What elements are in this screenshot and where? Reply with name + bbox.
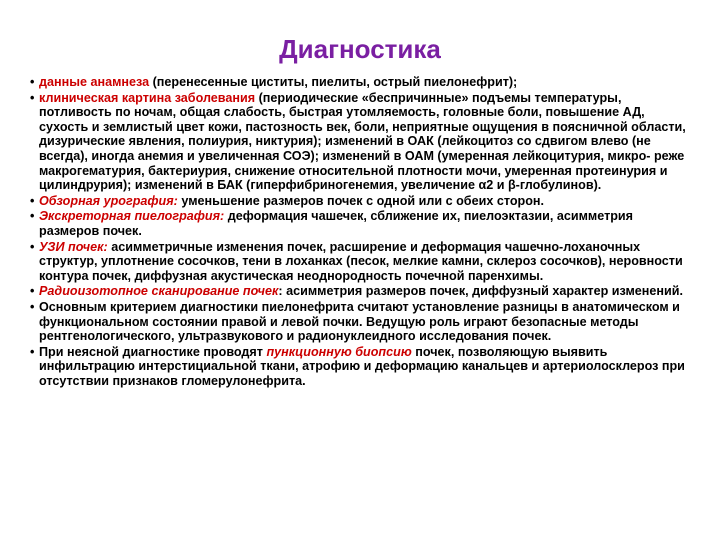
item-lead: данные анамнеза	[39, 75, 150, 89]
item-lead: Обзорная урография:	[39, 193, 178, 208]
bullet-icon: •	[30, 193, 35, 208]
bullet-icon: •	[30, 239, 35, 254]
list-item	[30, 344, 694, 389]
item-text: Основным критерием диагностики пиелонефрита считают установление разницы в анатомическом и функциональном состоянии правой и левой почки. Ведущую роль играют безопасные методы рентгенологического, ультразвукового и радионуклеидного исследования почек.	[39, 299, 680, 344]
list-item	[30, 193, 694, 209]
bullet-icon: •	[30, 90, 35, 105]
list-item	[30, 284, 694, 299]
list-item	[30, 90, 694, 193]
item-text: : асимметрия размеров почек, диффузный характер изменений.	[278, 284, 684, 299]
list-item	[30, 239, 694, 284]
item-text: почек, позволяющую выявить инфильтрацию интерстициальной ткани, атрофию и деформацию канальцев и артериолосклероз при отсутствии признаков гломерулонефрита.	[39, 344, 685, 388]
item-highlight: пункционную биопсию	[266, 344, 412, 359]
item-lead: клиническая картина заболевания	[39, 90, 256, 105]
bullet-icon: •	[30, 299, 35, 314]
item-lead: Радиоизотопное сканирование почек	[39, 284, 279, 299]
item-lead: Экскреторная пиелография:	[39, 209, 225, 224]
item-text: (перенесенные циститы, пиелиты, острый пиелонефрит);	[149, 75, 518, 89]
item-text-pre: При неясной диагностике проводят	[39, 344, 267, 359]
list-item	[30, 209, 694, 238]
item-text: (периодические «беспричинные» подъемы температуры, потливость по ночам, общая слабость, быстрая утомляемость, головные боли, повышение АД, сухость и землистый цвет кожи, пастозность век, боли, неприятные ощущения в поясничной области, дизурические явления, полиурия, никтурия); изменений в ОАК (лейкоцитоз со сдвигом влево (не всегда), иногда анемия и увеличенная СОЭ); изменений в ОАМ (умеренная лейкоцитурия, микро- реже макрогематурия, бактериурия, снижение относительной плотности мочи, умеренная протеинурия и цилиндрурия); изменений в БАК (гиперфибриногенемия, увеличение α2 и β-глобулинов).	[39, 90, 686, 193]
bullet-icon: •	[30, 344, 35, 359]
list-item	[30, 75, 694, 90]
bullet-icon: •	[30, 209, 35, 224]
diagnostics-list	[30, 75, 694, 389]
item-text: уменьшение размеров почек с одной или с обеих сторон.	[177, 193, 545, 208]
bullet-icon: •	[30, 75, 35, 89]
list-item	[30, 299, 694, 344]
item-text: деформация чашечек, сближение их, пиелоэктазии, асимметрия размеров почек.	[39, 209, 634, 238]
item-text: асимметричные изменения почек, расширение и деформация чашечно-лоханочных структур, уплотнение сосочков, тени в лоханках (песок, мелкие камни, склероз сосочков), неровности контура почек, диффузная акустическая неоднородность почечной паренхимы.	[39, 239, 683, 283]
slide-title: Диагностика	[279, 34, 441, 64]
item-lead: УЗИ почек:	[39, 239, 108, 254]
bullet-icon: •	[30, 284, 35, 299]
